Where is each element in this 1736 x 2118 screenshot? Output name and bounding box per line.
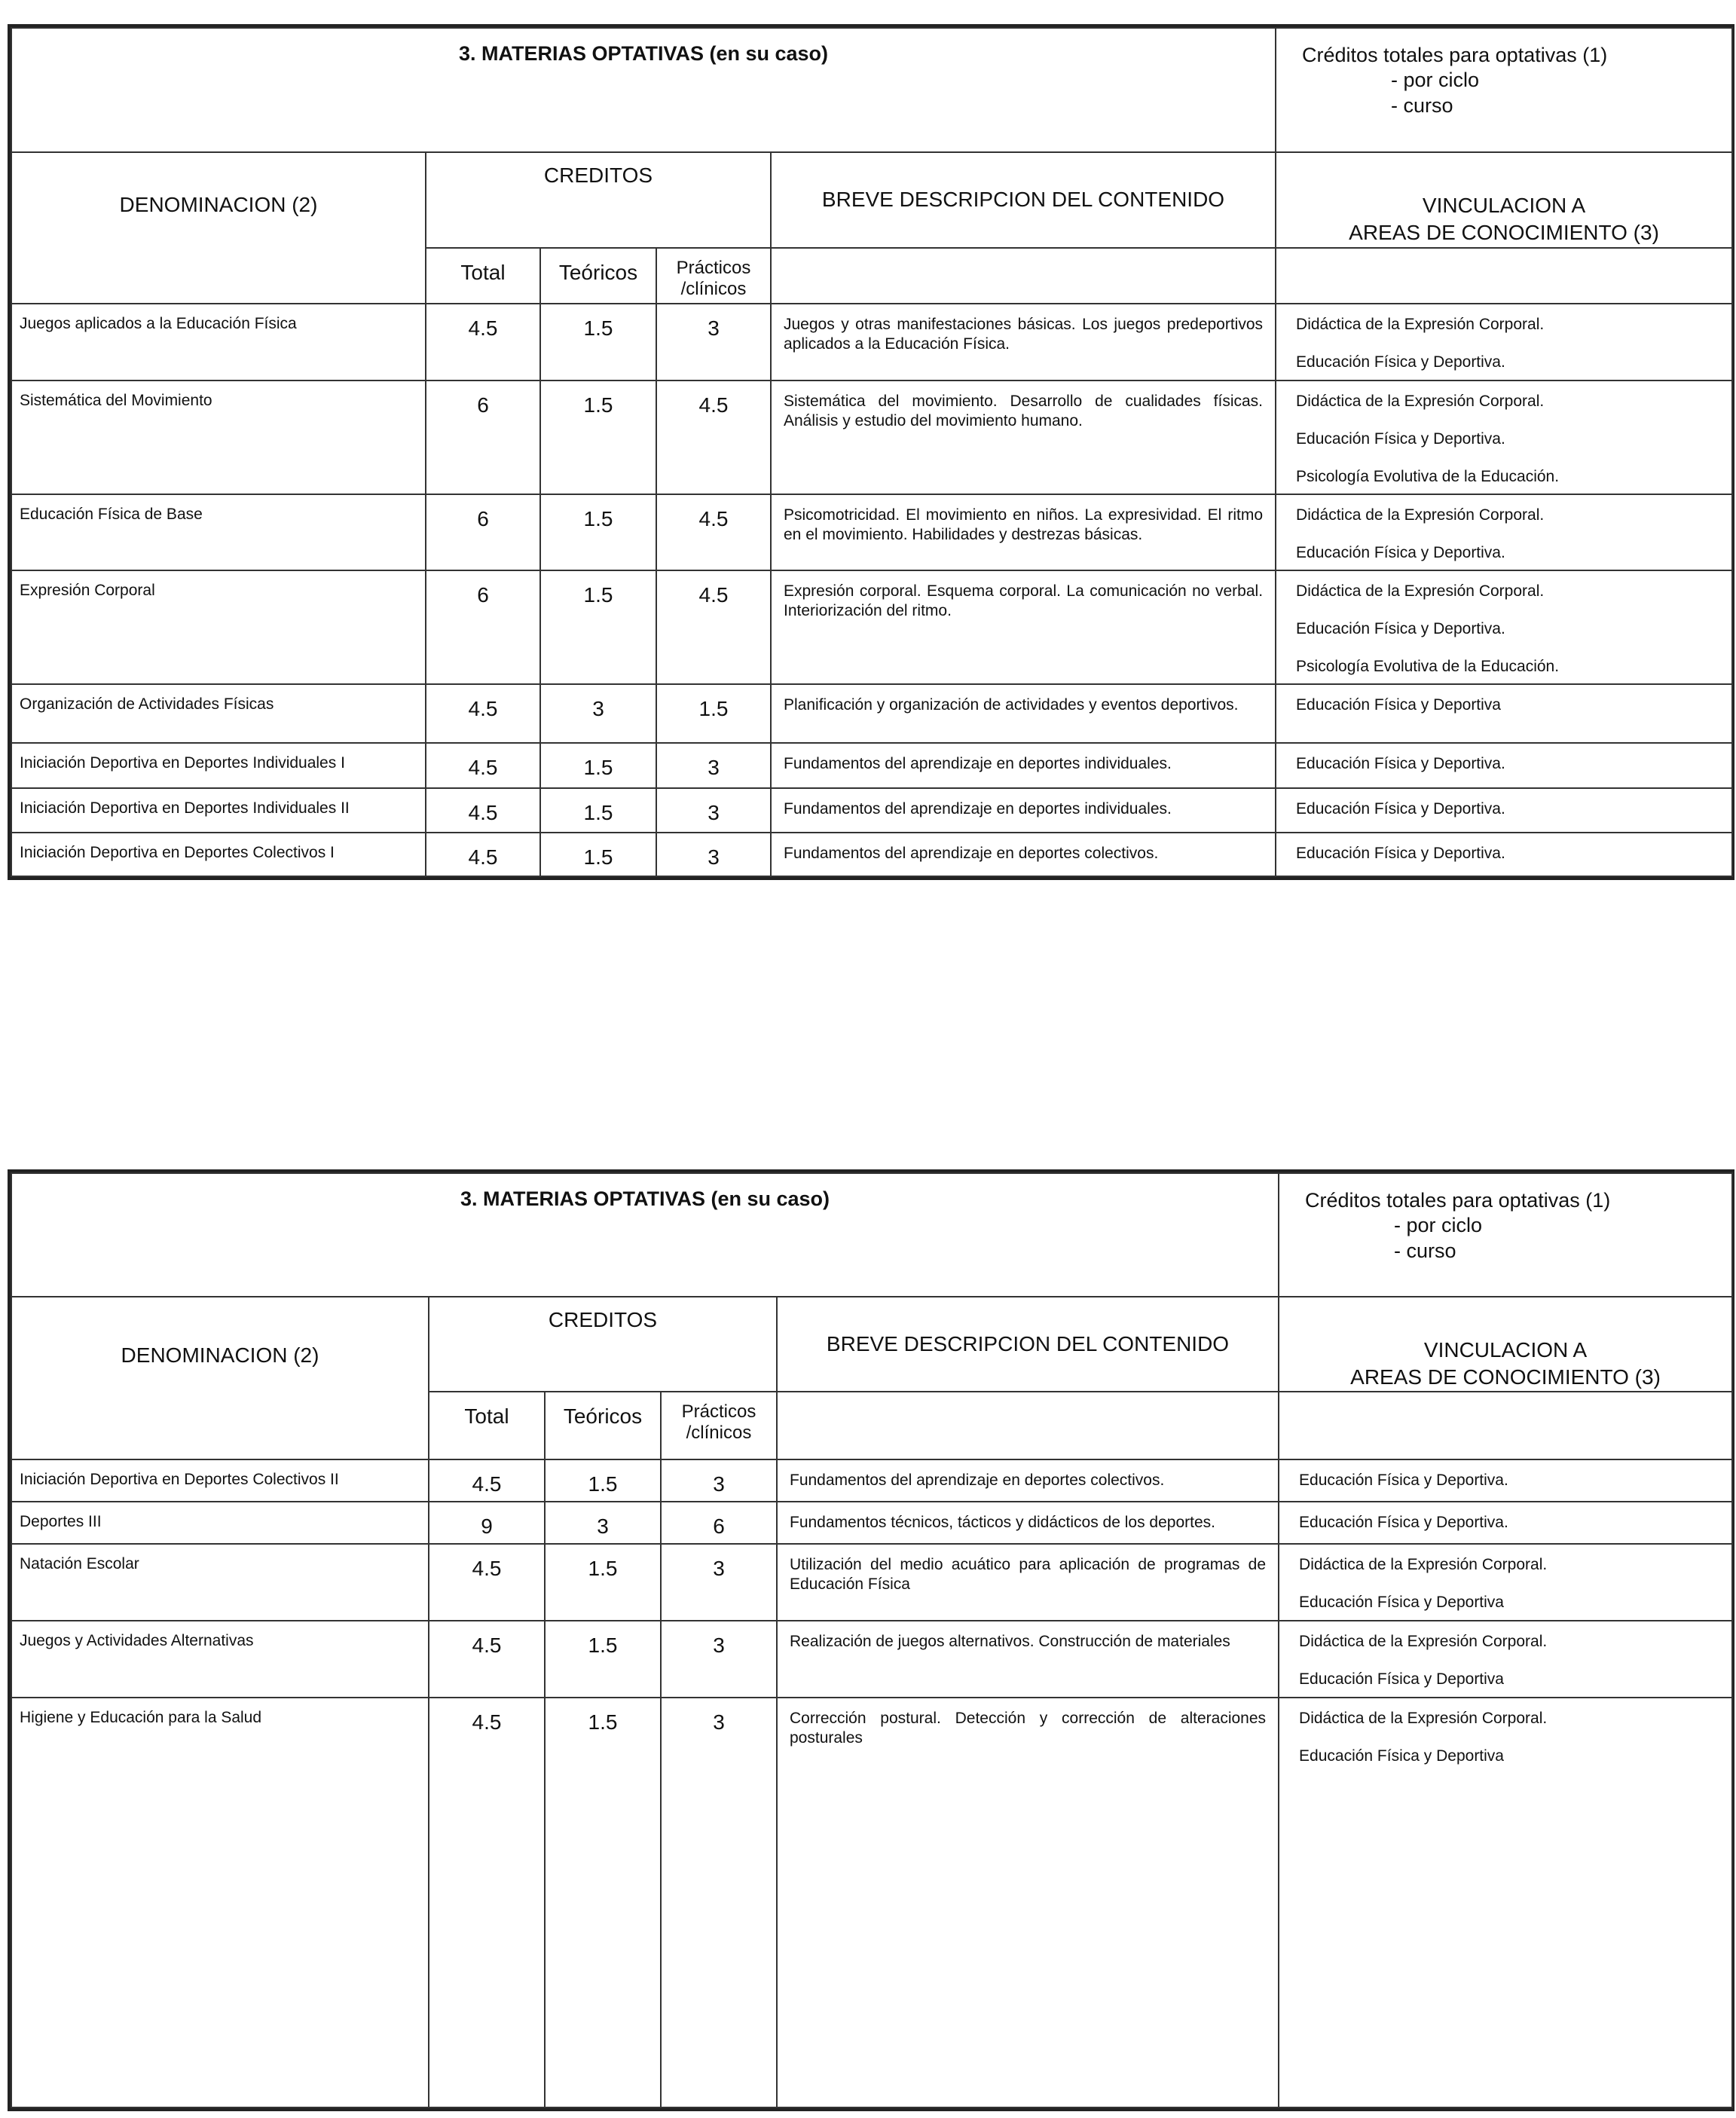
- descripcion-header: BREVE DESCRIPCION DEL CONTENIDO: [771, 152, 1276, 248]
- optativas-sheet-1: [8, 24, 1734, 880]
- creditos-header: CREDITOS: [426, 152, 771, 248]
- por-ciclo-label: - por ciclo: [1394, 1214, 1483, 1236]
- credits-practice: 3: [656, 833, 771, 876]
- optativas-table-2: [11, 1172, 1733, 2108]
- credits-theory: 1.5: [540, 788, 656, 832]
- subject-name: Iniciación Deportiva en Deportes Colectivos I: [11, 833, 426, 876]
- credits-theory: 3: [540, 684, 656, 743]
- subject-description: Fundamentos del aprendizaje en deportes colectivos.: [777, 1459, 1279, 1502]
- credits-practice: 4.5: [656, 494, 771, 570]
- credit-summary: [1279, 1173, 1732, 1297]
- denominacion-header: DENOMINACION (2): [11, 152, 426, 304]
- credits-total: 4.5: [426, 833, 540, 876]
- subject-name: Iniciación Deportiva en Deportes Individuales I: [11, 743, 426, 788]
- subject-description: Corrección postural. Detección y corrección de alteraciones posturales: [777, 1698, 1279, 2107]
- credits-total: 9: [429, 1502, 545, 1544]
- table-row: [11, 304, 1732, 381]
- subject-description: Expresión corporal. Esquema corporal. La comunicación no verbal. Interiorización del ritmo.: [771, 570, 1276, 684]
- knowledge-areas: Educación Física y Deportiva.: [1276, 788, 1732, 832]
- subject-description: Sistemática del movimiento. Desarrollo de cualidades físicas. Análisis y estudio del movimiento humano.: [771, 381, 1276, 494]
- credits-total: 6: [426, 381, 540, 494]
- subject-description: Juegos y otras manifestaciones básicas. Los juegos predeportivos aplicados a la Educación Física.: [771, 304, 1276, 381]
- credits-practice: 3: [661, 1459, 777, 1502]
- credits-theory: 1.5: [540, 570, 656, 684]
- knowledge-areas: Didáctica de la Expresión Corporal. Educación Física y Deportiva. Psicología Evolutiva de la Educación.: [1276, 381, 1732, 494]
- credits-theory: 3: [545, 1502, 661, 1544]
- curso-label: - curso: [1391, 94, 1453, 117]
- vinculacion-header: VINCULACION A AREAS DE CONOCIMIENTO (3): [1279, 1297, 1732, 1392]
- subject-name: Higiene y Educación para la Salud: [11, 1698, 429, 2107]
- credits-total: 4.5: [429, 1459, 545, 1502]
- credits-theory: 1.5: [545, 1621, 661, 1698]
- credits-theory: 1.5: [540, 381, 656, 494]
- credits-theory: 1.5: [540, 304, 656, 381]
- knowledge-areas: Didáctica de la Expresión Corporal. Educación Física y Deportiva. Psicología Evolutiva de la Educación.: [1276, 570, 1732, 684]
- credits-total: 6: [426, 570, 540, 684]
- practicos-header: Prácticos /clínicos: [661, 1392, 777, 1459]
- vinculacion-header: VINCULACION A AREAS DE CONOCIMIENTO (3): [1276, 152, 1732, 248]
- credits-total: 4.5: [426, 743, 540, 788]
- credits-total: 6: [426, 494, 540, 570]
- knowledge-areas: Educación Física y Deportiva.: [1279, 1502, 1732, 1544]
- creditos-totales-label: Créditos totales para optativas (1): [1302, 44, 1608, 66]
- table-row: [11, 833, 1732, 876]
- table-row: [11, 381, 1732, 494]
- credits-practice: 1.5: [656, 684, 771, 743]
- subject-description: Psicomotricidad. El movimiento en niños. La expresividad. El ritmo en el movimiento. Habilidades y destrezas básicas.: [771, 494, 1276, 570]
- credits-practice: 3: [656, 304, 771, 381]
- subject-name: Juegos aplicados a la Educación Física: [11, 304, 426, 381]
- credits-practice: 6: [661, 1502, 777, 1544]
- credits-practice: 3: [656, 743, 771, 788]
- optativas-table-1: [11, 27, 1733, 877]
- curso-label: - curso: [1394, 1239, 1456, 1262]
- optativas-sheet-2: [8, 1169, 1734, 2111]
- credits-total: 4.5: [426, 788, 540, 832]
- knowledge-areas: Didáctica de la Expresión Corporal. Educación Física y Deportiva: [1279, 1621, 1732, 1698]
- subject-name: Natación Escolar: [11, 1544, 429, 1621]
- knowledge-areas: Didáctica de la Expresión Corporal. Educación Física y Deportiva.: [1276, 304, 1732, 381]
- subject-name: Deportes III: [11, 1502, 429, 1544]
- credits-practice: 3: [656, 788, 771, 832]
- table-row: [11, 570, 1732, 684]
- total-header: Total: [429, 1392, 545, 1459]
- table-row: [11, 1502, 1732, 1544]
- creditos-header: CREDITOS: [429, 1297, 777, 1392]
- knowledge-areas: Didáctica de la Expresión Corporal. Educación Física y Deportiva: [1279, 1698, 1732, 2107]
- subject-description: Planificación y organización de actividades y eventos deportivos.: [771, 684, 1276, 743]
- table-row: [11, 684, 1732, 743]
- knowledge-areas: Educación Física y Deportiva.: [1279, 1459, 1732, 1502]
- credits-total: 4.5: [426, 684, 540, 743]
- credits-theory: 1.5: [540, 494, 656, 570]
- subject-description: Fundamentos del aprendizaje en deportes individuales.: [771, 788, 1276, 832]
- credits-theory: 1.5: [540, 743, 656, 788]
- credits-theory: 1.5: [545, 1698, 661, 2107]
- teoricos-header: Teóricos: [545, 1392, 661, 1459]
- credits-theory: 1.5: [545, 1459, 661, 1502]
- knowledge-areas: Didáctica de la Expresión Corporal. Educación Física y Deportiva: [1279, 1544, 1732, 1621]
- subject-description: Utilización del medio acuático para aplicación de programas de Educación Física: [777, 1544, 1279, 1621]
- por-ciclo-label: - por ciclo: [1391, 69, 1480, 91]
- denominacion-header: DENOMINACION (2): [11, 1297, 429, 1459]
- table-row: [11, 743, 1732, 788]
- credits-practice: 3: [661, 1544, 777, 1621]
- practicos-header: Prácticos /clínicos: [656, 248, 771, 304]
- subject-name: Educación Física de Base: [11, 494, 426, 570]
- knowledge-areas: Educación Física y Deportiva: [1276, 684, 1732, 743]
- table-row: [11, 494, 1732, 570]
- credits-practice: 3: [661, 1621, 777, 1698]
- subject-name: Expresión Corporal: [11, 570, 426, 684]
- subject-name: Iniciación Deportiva en Deportes Colectivos II: [11, 1459, 429, 1502]
- knowledge-areas: Didáctica de la Expresión Corporal. Educación Física y Deportiva.: [1276, 494, 1732, 570]
- section-title: 3. MATERIAS OPTATIVAS (en su caso): [11, 28, 1276, 152]
- table-row: [11, 1698, 1732, 2107]
- subject-description: Fundamentos del aprendizaje en deportes individuales.: [771, 743, 1276, 788]
- credits-theory: 1.5: [540, 833, 656, 876]
- credits-practice: 3: [661, 1698, 777, 2107]
- table-row: [11, 1621, 1732, 1698]
- credits-total: 4.5: [429, 1698, 545, 2107]
- knowledge-areas: Educación Física y Deportiva.: [1276, 743, 1732, 788]
- knowledge-areas: Educación Física y Deportiva.: [1276, 833, 1732, 876]
- table-row: [11, 788, 1732, 832]
- subject-description: Fundamentos técnicos, tácticos y didácticos de los deportes.: [777, 1502, 1279, 1544]
- section-title: 3. MATERIAS OPTATIVAS (en su caso): [11, 1173, 1279, 1297]
- subject-name: Iniciación Deportiva en Deportes Individuales II: [11, 788, 426, 832]
- table-row: [11, 1544, 1732, 1621]
- credits-practice: 4.5: [656, 381, 771, 494]
- subject-description: Fundamentos del aprendizaje en deportes colectivos.: [771, 833, 1276, 876]
- descripcion-header: BREVE DESCRIPCION DEL CONTENIDO: [777, 1297, 1279, 1392]
- total-header: Total: [426, 248, 540, 304]
- credits-theory: 1.5: [545, 1544, 661, 1621]
- creditos-totales-label: Créditos totales para optativas (1): [1305, 1189, 1611, 1212]
- credits-total: 4.5: [429, 1544, 545, 1621]
- subject-name: Sistemática del Movimiento: [11, 381, 426, 494]
- subject-name: Juegos y Actividades Alternativas: [11, 1621, 429, 1698]
- subject-description: Realización de juegos alternativos. Construcción de materiales: [777, 1621, 1279, 1698]
- credits-practice: 4.5: [656, 570, 771, 684]
- credits-total: 4.5: [429, 1621, 545, 1698]
- teoricos-header: Teóricos: [540, 248, 656, 304]
- subject-name: Organización de Actividades Físicas: [11, 684, 426, 743]
- credits-total: 4.5: [426, 304, 540, 381]
- table-row: [11, 1459, 1732, 1502]
- credit-summary: [1276, 28, 1732, 152]
